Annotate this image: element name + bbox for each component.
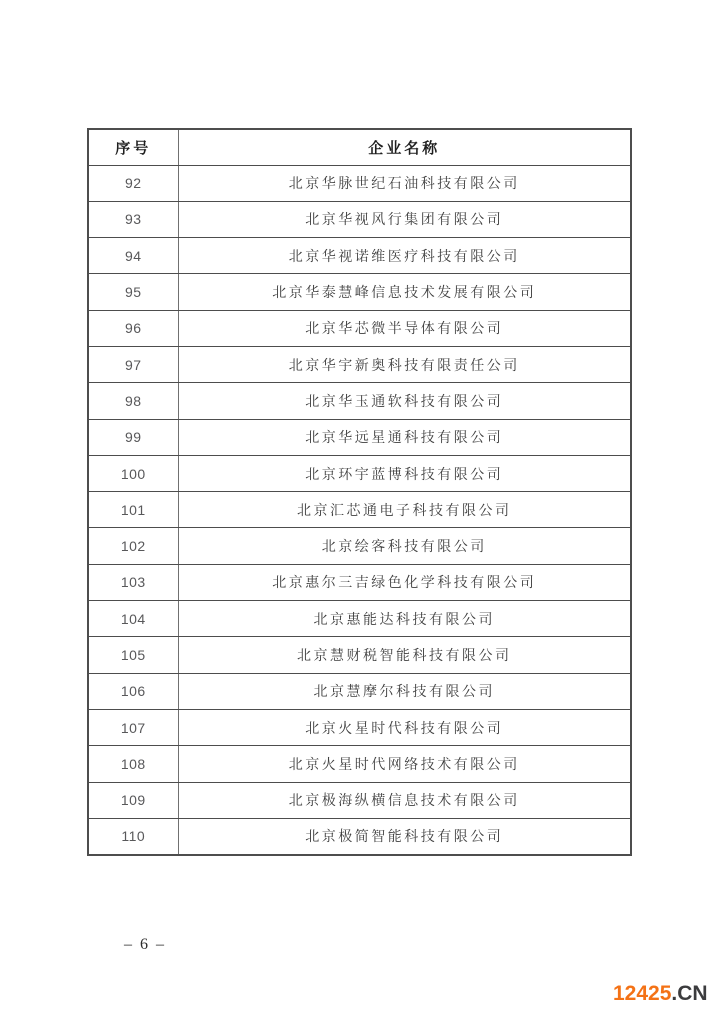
- serial-number-cell: 102: [88, 528, 178, 564]
- company-name-cell: 北京火星时代网络技术有限公司: [178, 746, 631, 782]
- company-name-cell: 北京惠能达科技有限公司: [178, 601, 631, 637]
- watermark: [613, 982, 708, 1006]
- table-row: [88, 383, 631, 419]
- table-row: [88, 709, 631, 745]
- company-name-cell: 北京慧财税智能科技有限公司: [178, 637, 631, 673]
- serial-number-cell: 110: [88, 818, 178, 854]
- table-row: [88, 528, 631, 564]
- column-header-company-name: 企业名称: [178, 129, 631, 165]
- company-name-cell: 北京华芯微半导体有限公司: [178, 310, 631, 346]
- table-header: [88, 129, 631, 165]
- company-name-cell: 北京华远星通科技有限公司: [178, 419, 631, 455]
- table-row: [88, 274, 631, 310]
- serial-number-cell: 100: [88, 455, 178, 491]
- serial-number-cell: 94: [88, 238, 178, 274]
- watermark-domain-text: .CN: [671, 982, 708, 1005]
- table-row: [88, 601, 631, 637]
- serial-number-cell: 109: [88, 782, 178, 818]
- company-list-table: [87, 128, 632, 856]
- company-name-cell: 北京极海纵横信息技术有限公司: [178, 782, 631, 818]
- table-row: [88, 673, 631, 709]
- serial-number-cell: 98: [88, 383, 178, 419]
- table-row: [88, 782, 631, 818]
- table-row: [88, 419, 631, 455]
- serial-number-cell: 107: [88, 709, 178, 745]
- serial-number-cell: 104: [88, 601, 178, 637]
- table-row: [88, 346, 631, 382]
- page-number: – 6 –: [124, 936, 166, 953]
- serial-number-cell: 92: [88, 165, 178, 201]
- company-list-table-container: [87, 128, 632, 856]
- serial-number-cell: 95: [88, 274, 178, 310]
- serial-number-cell: 97: [88, 346, 178, 382]
- table-row: [88, 818, 631, 854]
- watermark-number-text: 12425: [613, 982, 672, 1005]
- table-row: [88, 746, 631, 782]
- table-row: [88, 455, 631, 491]
- serial-number-cell: 106: [88, 673, 178, 709]
- company-name-cell: 北京惠尔三吉绿色化学科技有限公司: [178, 564, 631, 600]
- serial-number-cell: 108: [88, 746, 178, 782]
- table-row: [88, 564, 631, 600]
- company-name-cell: 北京汇芯通电子科技有限公司: [178, 492, 631, 528]
- serial-number-cell: 105: [88, 637, 178, 673]
- table-row: [88, 637, 631, 673]
- table-row: [88, 310, 631, 346]
- serial-number-cell: 93: [88, 201, 178, 237]
- company-name-cell: 北京绘客科技有限公司: [178, 528, 631, 564]
- company-name-cell: 北京华脉世纪石油科技有限公司: [178, 165, 631, 201]
- table-row: [88, 238, 631, 274]
- company-name-cell: 北京极简智能科技有限公司: [178, 818, 631, 854]
- company-name-cell: 北京环宇蓝博科技有限公司: [178, 455, 631, 491]
- table-row: [88, 492, 631, 528]
- column-header-serial-number: 序号: [88, 129, 178, 165]
- company-name-cell: 北京慧摩尔科技有限公司: [178, 673, 631, 709]
- serial-number-cell: 103: [88, 564, 178, 600]
- table-row: [88, 165, 631, 201]
- company-name-cell: 北京华视风行集团有限公司: [178, 201, 631, 237]
- company-name-cell: 北京华宇新奥科技有限责任公司: [178, 346, 631, 382]
- serial-number-cell: 96: [88, 310, 178, 346]
- company-name-cell: 北京华泰慧峰信息技术发展有限公司: [178, 274, 631, 310]
- table-row: [88, 201, 631, 237]
- company-name-cell: 北京火星时代科技有限公司: [178, 709, 631, 745]
- table-header-row: [88, 129, 631, 165]
- serial-number-cell: 101: [88, 492, 178, 528]
- table-body: [88, 165, 631, 855]
- company-name-cell: 北京华视诺维医疗科技有限公司: [178, 238, 631, 274]
- company-name-cell: 北京华玉通软科技有限公司: [178, 383, 631, 419]
- serial-number-cell: 99: [88, 419, 178, 455]
